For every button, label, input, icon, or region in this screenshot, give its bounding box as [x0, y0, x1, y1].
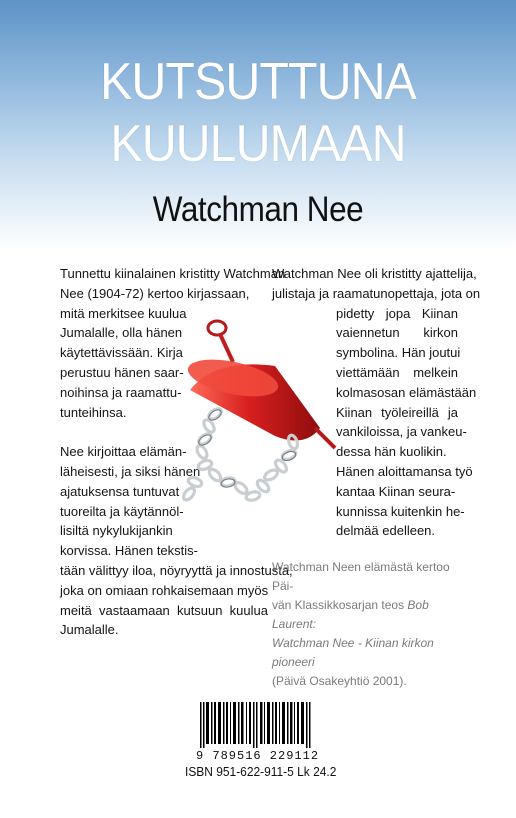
note-book-title: Watchman Nee - Kiinan kirkon pioneeri	[272, 636, 434, 669]
book-reference-note	[272, 558, 472, 691]
text-line: kunnissa kuitenkin he-	[336, 503, 465, 519]
text-line: tään välittyy iloa, nöyryyttä ja innostusta,	[60, 562, 293, 578]
book-title-line2: KUULUMAAN	[110, 115, 406, 173]
note-text: vän Klassikkosarjan teos	[272, 598, 408, 612]
text-line: kolmasosan elämästään	[336, 384, 477, 400]
text-line: vankiloissa, ja vankeu-	[336, 424, 467, 440]
text-line: pidetty jopa Kiinan	[336, 305, 458, 321]
note-line	[272, 596, 472, 634]
text-line: kantaa Kiinan seura-	[336, 483, 456, 499]
barcode-bars	[194, 702, 322, 748]
note-line: Watchman Neen elämästä kertoo Päi-	[272, 560, 450, 593]
text-line: läheisesti, ja siksi hänen	[60, 463, 201, 479]
text-line: lisiltä nykylukijankin	[60, 523, 173, 539]
note-line	[272, 634, 472, 672]
text-line: mitä merkitsee kuulua	[60, 305, 187, 321]
text-line: Jumalalle.	[60, 622, 119, 638]
text-line: dessa hän kuolikin.	[336, 444, 447, 460]
note-line: (Päivä Osakeyhtiö 2001).	[272, 674, 407, 688]
text-line: tuoreilta ja käytännöl-	[60, 503, 184, 519]
barcode-digits: 9 789516 229112	[196, 749, 320, 763]
buoy-ring	[208, 321, 226, 335]
isbn-text: ISBN 951-622-911-5 Lk 24.2	[185, 764, 337, 779]
text-line: meitä vastaamaan kutsuun kuulua	[60, 602, 268, 618]
text-line: perustuu hänen saar-	[60, 364, 184, 380]
book-title-line1: KUTSUTTUNA	[100, 53, 416, 111]
buoy-tip	[315, 428, 335, 448]
buoy-chain-illustration	[175, 318, 345, 518]
text-line: tunteihinsa.	[60, 404, 127, 420]
text-line: joka on omiaan rohkaisemaan myös	[60, 582, 269, 598]
text-line: delmää edelleen.	[336, 523, 436, 539]
text-line: ajatuksensa tuntuvat	[60, 483, 180, 499]
text-line: korvissa. Hänen tekstis-	[60, 543, 198, 559]
text-line: julistaja ja raamatunopettaja, jota on	[272, 285, 481, 301]
text-line: Jumalalle, olla hänen	[60, 325, 183, 341]
text-line: viettämään melkein	[336, 364, 458, 380]
buoy-rod	[220, 334, 233, 362]
text-line: Hänen aloittamansa työ	[336, 463, 473, 479]
text-line: noihinsa ja raamattu-	[60, 384, 182, 400]
text-line: vaiennetun kirkon	[336, 325, 458, 341]
author-name: Watchman Nee	[152, 190, 364, 229]
text-line: Nee (1904-72) kertoo kirjassaan,	[60, 285, 250, 301]
note-author-title: Bob Laurent:	[272, 598, 429, 631]
text-line: Kiinan työleireillä ja	[336, 404, 458, 420]
text-line: käytettävissään. Kirja	[60, 345, 183, 361]
text-line: Tunnettu kiinalainen kristitty Watchman	[60, 266, 286, 281]
text-line: Watchman Nee oli kristitty ajattelija,	[272, 266, 477, 281]
text-line: symbolina. Hän joutui	[336, 345, 461, 361]
text-line: Nee kirjoittaa elämän-	[60, 444, 187, 460]
